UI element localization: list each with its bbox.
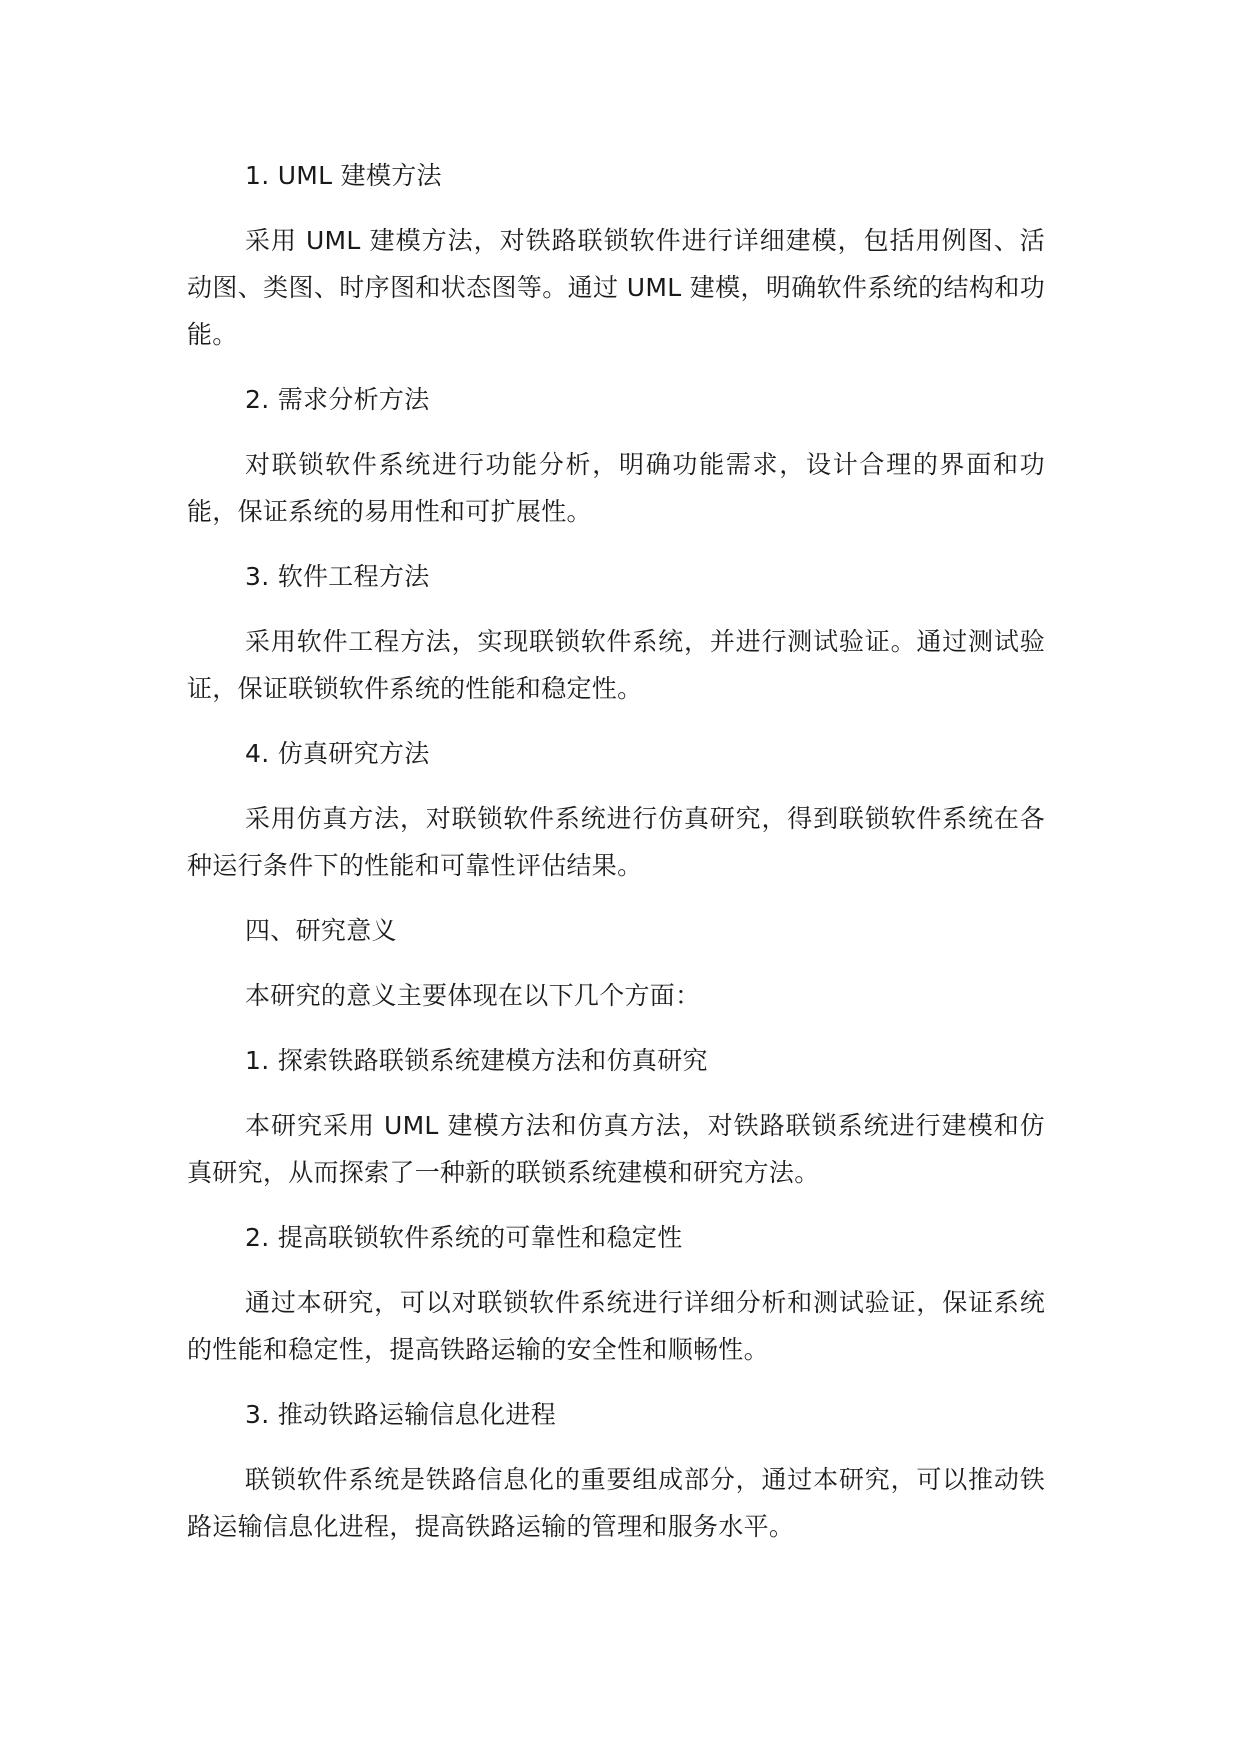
paragraph-informatization: 联锁软件系统是铁路信息化的重要组成部分，通过本研究，可以推动铁路运输信息化进程，提高铁路运输的管理和服务水平。	[187, 1465, 1045, 1541]
paragraph-requirements: 对联锁软件系统进行功能分析，明确功能需求，设计合理的界面和功能，保证系统的易用性和可扩展性。	[187, 450, 1045, 526]
significance-intro: 本研究的意义主要体现在以下几个方面：	[245, 981, 701, 1010]
paragraph-reliability: 通过本研究，可以对联锁软件系统进行详细分析和测试验证，保证系统的性能和稳定性，提高铁路运输的安全性和顺畅性。	[187, 1288, 1045, 1364]
section-heading-simulation: 4. 仿真研究方法	[245, 739, 430, 768]
section-heading-requirements: 2. 需求分析方法	[245, 385, 430, 414]
section-heading-reliability: 2. 提高联锁软件系统的可靠性和稳定性	[245, 1223, 683, 1252]
document-page	[187, 152, 1045, 1568]
section-heading-explore-modeling: 1. 探索铁路联锁系统建模方法和仿真研究	[245, 1046, 708, 1075]
section-heading-informatization: 3. 推动铁路运输信息化进程	[245, 1400, 557, 1429]
paragraph-software-engineering: 采用软件工程方法，实现联锁软件系统，并进行测试验证。通过测试验证，保证联锁软件系统的性能和稳定性。	[187, 627, 1045, 703]
paragraph-uml: 采用 UML 建模方法，对铁路联锁软件进行详细建模，包括用例图、活动图、类图、时序图和状态图等。通过 UML 建模，明确软件系统的结构和功能。	[187, 226, 1045, 349]
section-heading-uml: 1. UML 建模方法	[245, 161, 442, 190]
section-heading-software-engineering: 3. 软件工程方法	[245, 562, 430, 591]
chapter-heading-significance: 四、研究意义	[245, 916, 397, 945]
paragraph-simulation: 采用仿真方法，对联锁软件系统进行仿真研究，得到联锁软件系统在各种运行条件下的性能和可靠性评估结果。	[187, 804, 1045, 880]
paragraph-explore-modeling: 本研究采用 UML 建模方法和仿真方法，对铁路联锁系统进行建模和仿真研究，从而探索了一种新的联锁系统建模和研究方法。	[187, 1111, 1045, 1187]
